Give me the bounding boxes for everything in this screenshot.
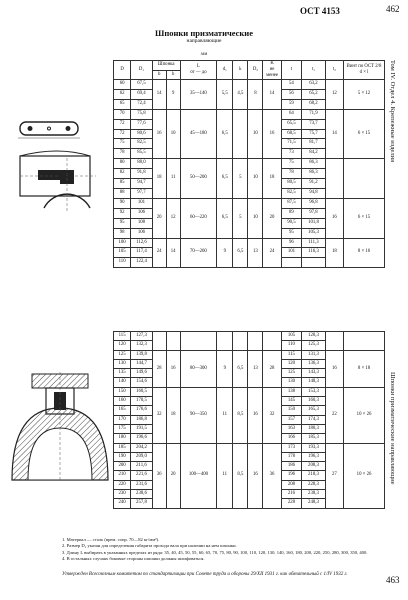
table-cell: 5 bbox=[233, 198, 248, 238]
dimensions-table-top bbox=[113, 60, 385, 268]
table-cell: 16 bbox=[166, 350, 180, 387]
shaft-section-drawing bbox=[38, 158, 96, 212]
table-cell: 228 bbox=[281, 499, 301, 508]
table-cell: 27 bbox=[325, 443, 343, 508]
table-cell: 97,7 bbox=[131, 188, 153, 198]
table-cell: 144,7 bbox=[131, 359, 153, 368]
table-cell: 91,2 bbox=[302, 179, 326, 189]
table-cell: 101 bbox=[131, 198, 153, 208]
table-cell: 132,3 bbox=[131, 341, 153, 350]
table-cell: 238,6 bbox=[131, 490, 153, 499]
table-cell: 208 bbox=[281, 480, 301, 489]
table-cell: 13 bbox=[248, 350, 263, 387]
table-cell: 111,3 bbox=[302, 238, 326, 248]
table-cell: 28 bbox=[263, 350, 281, 387]
table-cell: 14 bbox=[263, 80, 281, 110]
table-cell: 85,5 bbox=[131, 149, 153, 159]
table-cell: 8 × 16 bbox=[344, 238, 385, 268]
col-D: D bbox=[114, 61, 131, 80]
approval-statement: Утвержден Всесоюзным комитетом по стандартизации при Совете труда и обороны 29/XII 1931 г. как обязательный с 1/IV 1932 г. bbox=[62, 572, 348, 577]
table-cell: 122,4 bbox=[131, 258, 153, 268]
table-cell: 10 × 26 bbox=[344, 443, 385, 508]
table-cell: 14 bbox=[325, 109, 343, 159]
table-row bbox=[114, 332, 385, 341]
table-cell: 6,5 bbox=[233, 350, 248, 387]
table-cell: 115 bbox=[281, 350, 301, 359]
table-cell: 11 bbox=[166, 159, 180, 199]
table-cell: 84,2 bbox=[302, 149, 326, 159]
table-cell: 20 bbox=[166, 443, 180, 508]
table-cell: 71,9 bbox=[302, 109, 326, 119]
table-cell: 125 bbox=[281, 369, 301, 378]
table-cell: 4,5 bbox=[233, 80, 248, 110]
table-cell: 9 bbox=[217, 350, 233, 387]
table-cell: 9 bbox=[217, 238, 233, 268]
table-cell: 73,7 bbox=[302, 119, 326, 129]
table-cell: 97,8 bbox=[302, 208, 326, 218]
col-L: L от — до bbox=[180, 61, 217, 80]
table-cell: 240 bbox=[114, 499, 131, 508]
table-cell: 16 bbox=[248, 443, 263, 508]
table-cell: 130 bbox=[114, 359, 131, 368]
table-cell: 138 bbox=[281, 387, 301, 396]
table-cell: 32 bbox=[152, 387, 166, 443]
table-cell: 6 × 15 bbox=[344, 198, 385, 238]
table-cell: 157 bbox=[281, 415, 301, 424]
table-cell: 80 bbox=[114, 159, 131, 169]
table-cell: 165,3 bbox=[302, 406, 326, 415]
table-cell: 80,5 bbox=[281, 179, 301, 189]
table-cell: 77,6 bbox=[131, 119, 153, 129]
table-cell: 70—260 bbox=[180, 238, 217, 268]
table-cell: 106 bbox=[131, 228, 153, 238]
table-cell: 120,3 bbox=[302, 332, 326, 341]
table-cell: 6,5 bbox=[233, 238, 248, 268]
table-cell: 191,5 bbox=[131, 424, 153, 433]
table-cell: 12 bbox=[166, 198, 180, 238]
table-cell: 180 bbox=[114, 434, 131, 443]
table-cell: 20 bbox=[152, 198, 166, 238]
footnotes bbox=[62, 537, 380, 562]
table-cell bbox=[302, 258, 326, 268]
table-cell: 193,3 bbox=[302, 443, 326, 452]
footnote: 4. В остальных случаях боковые стороны шпонки должны шлифоваться. bbox=[62, 555, 205, 561]
table-cell: 11 bbox=[217, 443, 233, 508]
table-cell: 60—220 bbox=[180, 198, 217, 238]
footnote: 2. Размер D₁ указан для определения габарита прохода вала при наличии на нем шпонки. bbox=[62, 543, 237, 549]
page-number-bottom: 463 bbox=[386, 575, 400, 585]
table-cell: 14 bbox=[152, 80, 166, 110]
footnote: 3. Длину L выбирать в указанных пределах из ряда: 35, 40, 45, 50, 55, 60, 65, 70, 75, 80, 90, 100, 110, 120, 130, 140, 160, 180, 200, 220, 250, 280, 300, 350, 400. bbox=[62, 549, 368, 555]
table-cell: 72 bbox=[114, 119, 131, 129]
col-b: b bbox=[152, 70, 166, 80]
table-cell: 32 bbox=[263, 387, 281, 443]
table-cell: 140 bbox=[114, 378, 131, 387]
table-cell: 22 bbox=[325, 387, 343, 443]
table-cell: 71,5 bbox=[281, 139, 301, 149]
table-cell: 106 bbox=[131, 208, 153, 218]
dimensions-table-bottom bbox=[113, 331, 385, 509]
page-subtitle: направляющие bbox=[186, 38, 222, 44]
table-cell: 216 bbox=[281, 490, 301, 499]
key-section-drawing bbox=[8, 372, 112, 482]
table-cell: 72,4 bbox=[131, 99, 153, 109]
footnote: 1. Материал — сталь (врем. сопр. 70—82 кг/мм²). bbox=[62, 537, 160, 542]
table-cell: 10 bbox=[248, 109, 263, 159]
table-cell bbox=[180, 332, 217, 351]
table-cell: 60 bbox=[114, 80, 131, 90]
page-number-top: 462 bbox=[386, 4, 400, 14]
table-cell: 88 bbox=[114, 188, 131, 198]
table-cell: 89 bbox=[281, 208, 301, 218]
table-cell: 125,3 bbox=[302, 341, 326, 350]
table-cell: 68,5 bbox=[281, 129, 301, 139]
table-cell bbox=[263, 332, 281, 351]
table-cell: 130 bbox=[281, 378, 301, 387]
col-t1: t₁ bbox=[302, 61, 326, 80]
table-cell: 160,5 bbox=[131, 387, 153, 396]
table-cell: 82 bbox=[114, 169, 131, 179]
table-cell: 68,2 bbox=[302, 99, 326, 109]
table-cell: 10 × 26 bbox=[344, 387, 385, 443]
table-cell: 166 bbox=[281, 434, 301, 443]
table-cell: 112,6 bbox=[131, 238, 153, 248]
table-cell: 82,5 bbox=[131, 139, 153, 149]
table-cell: 62 bbox=[114, 89, 131, 99]
table-cell: 178 bbox=[281, 452, 301, 461]
table-cell: 80—300 bbox=[180, 350, 217, 387]
table-cell: 12 bbox=[325, 80, 343, 110]
table-cell: 6,5 bbox=[217, 198, 233, 238]
table-cell: 80,6 bbox=[131, 129, 153, 139]
table-cell: 117,4 bbox=[131, 248, 153, 258]
table-cell: 64 bbox=[281, 109, 301, 119]
table-cell: 78 bbox=[114, 149, 131, 159]
table-cell: 101,8 bbox=[302, 218, 326, 228]
table-cell: 85 bbox=[114, 179, 131, 189]
table-cell: 8 × 18 bbox=[344, 350, 385, 387]
col-t2: t₂ bbox=[325, 61, 343, 80]
table-row bbox=[114, 350, 385, 359]
table-cell: 116,3 bbox=[302, 248, 326, 258]
table-cell: 81,7 bbox=[302, 139, 326, 149]
table-cell: 18 bbox=[166, 387, 180, 443]
col-key: Шпонка bbox=[152, 61, 180, 71]
table-cell: 82,5 bbox=[281, 188, 301, 198]
table-cell bbox=[344, 332, 385, 351]
col-screw: Винт по ОСТ 2/8 d × l bbox=[344, 61, 385, 80]
table-cell: 95 bbox=[114, 218, 131, 228]
table-cell: 90 bbox=[114, 198, 131, 208]
table-cell: 96,8 bbox=[302, 198, 326, 208]
table-cell: 208,3 bbox=[302, 462, 326, 471]
table-cell: 28 bbox=[152, 350, 166, 387]
table-cell: 209,0 bbox=[131, 452, 153, 461]
table-cell bbox=[166, 332, 180, 351]
table-cell: 69,4 bbox=[131, 89, 153, 99]
table-cell: 75,7 bbox=[302, 129, 326, 139]
table-cell: 65 bbox=[114, 99, 131, 109]
table-cell: 18 bbox=[152, 159, 166, 199]
table-cell: 105 bbox=[281, 332, 301, 341]
table-cell: 5 × 12 bbox=[344, 80, 385, 110]
table-cell: 90—350 bbox=[180, 387, 217, 443]
col-t: t bbox=[281, 61, 301, 80]
table-cell: 11 bbox=[217, 387, 233, 443]
col-d1: d₁ bbox=[217, 61, 233, 80]
table-cell: 108 bbox=[131, 218, 153, 228]
side-caption-top: Том IV. Отдел 4. Крепежные изделия bbox=[389, 60, 396, 163]
table-cell: 186 bbox=[281, 462, 301, 471]
table-cell bbox=[344, 159, 385, 199]
table-cell: 72 bbox=[114, 129, 131, 139]
table-cell bbox=[248, 332, 263, 351]
table-cell: 94,8 bbox=[302, 188, 326, 198]
table-row bbox=[114, 80, 385, 90]
table-cell: 92 bbox=[114, 208, 131, 218]
table-cell: 204,2 bbox=[131, 443, 153, 452]
table-cell: 95 bbox=[281, 228, 301, 238]
table-cell: 238,3 bbox=[302, 490, 326, 499]
table-cell: 154,6 bbox=[131, 378, 153, 387]
table-cell: 75,8 bbox=[131, 109, 153, 119]
table-cell: 196,6 bbox=[131, 434, 153, 443]
table-cell bbox=[281, 258, 301, 268]
table-row bbox=[114, 159, 385, 169]
table-cell: 136,3 bbox=[302, 359, 326, 368]
table-cell: 248,3 bbox=[302, 499, 326, 508]
table-cell: 91,8 bbox=[131, 169, 153, 179]
table-cell: 16 bbox=[263, 109, 281, 159]
unit-label: мм bbox=[200, 52, 208, 57]
table-cell: 175 bbox=[114, 424, 131, 433]
table-cell: 78 bbox=[281, 169, 301, 179]
table-row bbox=[114, 109, 385, 119]
table-cell: 6 × 15 bbox=[344, 109, 385, 159]
table-cell: 150 bbox=[281, 406, 301, 415]
table-cell: 100—400 bbox=[180, 443, 217, 508]
table-cell: 105,3 bbox=[302, 228, 326, 238]
table-cell: 135 bbox=[114, 369, 131, 378]
table-cell: 115 bbox=[114, 332, 131, 341]
table-cell: 50—200 bbox=[180, 159, 217, 199]
table-cell: 70 bbox=[114, 109, 131, 119]
table-cell: 18 bbox=[325, 238, 343, 268]
table-cell: 5 bbox=[233, 159, 248, 199]
table-cell: 110 bbox=[281, 341, 301, 350]
key-plan-drawing bbox=[18, 118, 80, 140]
table-cell: 24 bbox=[152, 238, 166, 268]
table-cell: 120 bbox=[114, 341, 131, 350]
table-cell: 56 bbox=[281, 89, 301, 99]
table-cell: 218,3 bbox=[302, 471, 326, 480]
table-cell: 231,6 bbox=[131, 480, 153, 489]
col-D1: D₁ bbox=[131, 61, 153, 80]
table-cell: 75 bbox=[281, 159, 301, 169]
table-cell: 86,3 bbox=[302, 169, 326, 179]
table-cell: 8,5 bbox=[233, 443, 248, 508]
table-cell: 200 bbox=[114, 462, 131, 471]
table-cell: 220 bbox=[114, 480, 131, 489]
table-cell: 196 bbox=[281, 471, 301, 480]
table-cell bbox=[233, 332, 248, 351]
table-cell: 185 bbox=[114, 443, 131, 452]
table-cell: 10 bbox=[248, 159, 263, 199]
col-h: h bbox=[166, 70, 180, 80]
table-cell: 174,3 bbox=[302, 415, 326, 424]
table-row bbox=[114, 387, 385, 396]
table-cell: 14 bbox=[166, 238, 180, 268]
table-cell: 176,6 bbox=[131, 406, 153, 415]
table-cell: 8,5 bbox=[233, 387, 248, 443]
table-cell: 150 bbox=[114, 387, 131, 396]
col-D2: D₂ bbox=[248, 61, 263, 80]
table-cell: 101 bbox=[281, 248, 301, 258]
table-cell: 36 bbox=[152, 443, 166, 508]
side-caption-bottom: Шпонки призматические направляющие bbox=[389, 372, 396, 485]
table-cell: 16 bbox=[325, 198, 343, 238]
table-cell: 143,3 bbox=[302, 369, 326, 378]
table-cell bbox=[217, 332, 233, 351]
table-cell: 16 bbox=[248, 387, 263, 443]
col-K: K не менее bbox=[263, 61, 281, 80]
table-cell: 100 bbox=[114, 238, 131, 248]
table-cell: 160,3 bbox=[302, 397, 326, 406]
table-cell: 105 bbox=[114, 248, 131, 258]
table-cell: 96 bbox=[281, 238, 301, 248]
table-cell: 98 bbox=[114, 228, 131, 238]
table-cell: 125 bbox=[114, 350, 131, 359]
table-cell: 6,5 bbox=[217, 159, 233, 199]
table-cell bbox=[233, 109, 248, 159]
table-cell: 145 bbox=[281, 397, 301, 406]
table-cell bbox=[152, 332, 166, 351]
table-cell: 94,7 bbox=[131, 179, 153, 189]
table-cell: 5,5 bbox=[217, 80, 233, 110]
page-title: Шпонки призматические bbox=[155, 28, 253, 38]
table-cell: 8 bbox=[248, 80, 263, 110]
table-cell: 87,5 bbox=[281, 198, 301, 208]
table-cell: 153,3 bbox=[302, 387, 326, 396]
table-cell: 18 bbox=[263, 159, 281, 199]
table-cell bbox=[325, 332, 343, 351]
table-cell: 13 bbox=[248, 238, 263, 268]
table-cell: 160 bbox=[114, 397, 131, 406]
table-cell: 165 bbox=[114, 406, 131, 415]
table-cell: 36 bbox=[263, 443, 281, 508]
table-cell: 185,3 bbox=[302, 434, 326, 443]
table-cell: 63,2 bbox=[302, 80, 326, 90]
table-cell: 230 bbox=[114, 490, 131, 499]
table-cell: 139,8 bbox=[131, 350, 153, 359]
col-k: k bbox=[233, 61, 248, 80]
table-cell: 163 bbox=[281, 424, 301, 433]
table-cell: 10 bbox=[166, 109, 180, 159]
table-row bbox=[114, 443, 385, 452]
table-cell: 6,5 bbox=[217, 109, 233, 159]
table-cell: 196,3 bbox=[302, 452, 326, 461]
table-cell: 90,5 bbox=[281, 218, 301, 228]
standard-number: ОСТ 4153 bbox=[300, 6, 340, 16]
table-cell: 59 bbox=[281, 99, 301, 109]
table-cell: 45—180 bbox=[180, 109, 217, 159]
table-row bbox=[114, 198, 385, 208]
table-cell: 186,8 bbox=[131, 415, 153, 424]
table-cell: 67,5 bbox=[131, 80, 153, 90]
table-cell: 228,3 bbox=[302, 480, 326, 489]
table-cell: 65,5 bbox=[281, 119, 301, 129]
table-cell bbox=[325, 159, 343, 199]
table-cell: 148,3 bbox=[302, 378, 326, 387]
table-cell: 257,8 bbox=[131, 499, 153, 508]
table-row bbox=[114, 238, 385, 248]
table-cell: 131,3 bbox=[302, 350, 326, 359]
table-cell: 16 bbox=[152, 109, 166, 159]
table-cell: 170,5 bbox=[131, 397, 153, 406]
table-cell: 180,3 bbox=[302, 424, 326, 433]
table-cell: 20 bbox=[263, 198, 281, 238]
table-cell: 9 bbox=[166, 80, 180, 110]
table-cell: 149,6 bbox=[131, 369, 153, 378]
table-cell: 120 bbox=[281, 359, 301, 368]
table-cell: 190 bbox=[114, 452, 131, 461]
table-cell: 173 bbox=[281, 443, 301, 452]
table-cell: 10 bbox=[248, 198, 263, 238]
table-cell: 24 bbox=[263, 238, 281, 268]
table-cell: 65,2 bbox=[302, 89, 326, 99]
table-cell: 73 bbox=[281, 149, 301, 159]
table-cell: 86,3 bbox=[302, 159, 326, 169]
table-cell: 170 bbox=[114, 415, 131, 424]
table-cell: 16 bbox=[325, 350, 343, 387]
table-cell: 110 bbox=[114, 258, 131, 268]
table-cell: 35—140 bbox=[180, 80, 217, 110]
table-cell: 75 bbox=[114, 139, 131, 149]
table-cell: 221,6 bbox=[131, 471, 153, 480]
table-cell: 210 bbox=[114, 471, 131, 480]
table-cell: 54 bbox=[281, 80, 301, 90]
table-cell: 88,0 bbox=[131, 159, 153, 169]
table-cell: 127,3 bbox=[131, 332, 153, 341]
table-cell: 211,6 bbox=[131, 462, 153, 471]
